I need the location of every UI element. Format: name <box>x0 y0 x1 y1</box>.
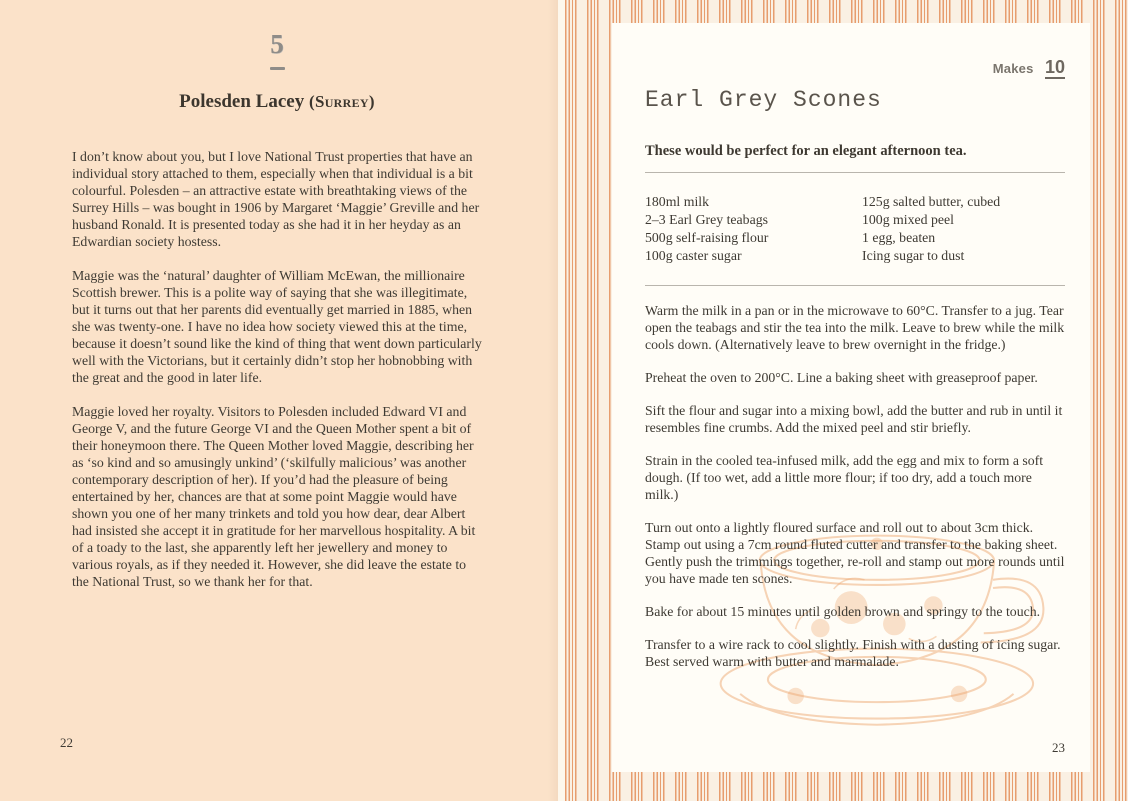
chapter-dash-ornament <box>270 67 285 70</box>
ingredient-line: 180ml milk <box>645 194 710 209</box>
makes-value: 10 <box>1044 57 1065 77</box>
chapter-title-text: Polesden Lacey <box>179 91 305 112</box>
ingredients-column-2 <box>862 193 1065 265</box>
chapter-heading <box>72 28 482 114</box>
ingredient-line: 125g salted butter, cubed <box>862 194 1001 209</box>
recipe-title: Earl Grey Scones <box>645 87 882 113</box>
right-page-content <box>612 23 1090 772</box>
method-paragraph: Warm the milk in a pan or in the microwave to 60°C. Transfer to a jug. Tear open the teabags and stir the tea into the milk. Leave to brew while the milk cools down. (Alternatively leave to brew overnight in the fridge.) <box>645 303 1065 352</box>
method-paragraph: Turn out onto a lightly floured surface and roll out to about 3cm thick. Stamp out using a 7cm round fluted cutter and transfer to the baking sheet. Gently push the trimmings together, re-roll and stamp out more rounds until you have made ten scones. <box>645 520 1065 586</box>
chapter-title <box>72 90 482 114</box>
body-paragraph: Maggie was the ‘natural’ daughter of William McEwan, the millionaire Scottish brewer. This is a polite way of saying that she was illegitimate, but it turns out that her parents did eventually get married in 1885, when she was twenty-one. I have no idea how society viewed this at the time, because it doesn’t sound like the kind of thing that went down particularly well with the Victorians, but it certainly didn’t stop her hobnobbing with the great and the good in later life. <box>72 268 482 385</box>
chapter-title-region: (Surrey) <box>308 92 375 111</box>
left-page <box>0 0 558 801</box>
method-paragraph: Preheat the oven to 200°C. Line a baking sheet with greaseproof paper. <box>645 370 1038 385</box>
page-number-left: 22 <box>60 735 73 750</box>
chapter-body <box>72 148 482 590</box>
ingredient-line: 100g caster sugar <box>645 248 742 263</box>
method-paragraph: Strain in the cooled tea-infused milk, add the egg and mix to form a soft dough. (If too wet, add a little more flour; if too dry, add a touch more milk.) <box>645 453 1044 502</box>
ingredient-line: 100g mixed peel <box>862 212 954 227</box>
ingredients-column-1 <box>645 193 862 265</box>
makes-label: Makes <box>992 61 1034 76</box>
recipe <box>645 58 1065 670</box>
ingredients-list <box>645 193 1065 265</box>
method-paragraph: Sift the flour and sugar into a mixing bowl, add the butter and rub in until it resembles fine crumbs. Add the mixed peel and stir briefly. <box>645 403 1063 435</box>
page-number-right: 23 <box>1052 740 1065 755</box>
method-paragraph: Bake for about 15 minutes until golden brown and springy to the touch. <box>645 604 1041 619</box>
makes-row <box>645 58 1065 79</box>
ingredients-bottom-rule <box>645 285 1065 286</box>
body-paragraph: I don’t know about you, but I love National Trust properties that have an individual story attached to them, especially when that individual is a bit colourful. Polesden – an attractive estate with breathtaking views of the Surrey Hills – was bought in 1906 by Margaret ‘Maggie’ Greville and her husband Ronald. It is presented today as she had it in her heyday as an Edwardian society hostess. <box>72 149 480 249</box>
ingredient-line: 1 egg, beaten <box>862 230 936 245</box>
ingredient-line: 2–3 Earl Grey teabags <box>645 212 768 227</box>
left-page-content <box>72 28 482 590</box>
method-paragraph: Transfer to a wire rack to cool slightly. Finish with a dusting of icing sugar. Best served warm with butter and marmalade. <box>645 637 1061 669</box>
recipe-intro: These would be perfect for an elegant afternoon tea. <box>645 143 967 159</box>
right-page <box>565 0 1128 801</box>
method-steps <box>645 302 1065 670</box>
chapter-number: 5 <box>270 29 284 59</box>
ingredient-line: 500g self-raising flour <box>645 230 769 245</box>
ingredient-line: Icing sugar to dust <box>862 248 965 263</box>
ingredients-top-rule <box>645 172 1065 173</box>
body-paragraph: Maggie loved her royalty. Visitors to Polesden included Edward VI and George V, and the future George VI and the Queen Mother spent a bit of their honeymoon there. The Queen Mother loved Maggie, describing her as ‘so kind and so amusingly unkind’ (‘skilfully malicious’ was another contemporary description of her). If you’d had the pleasure of being entertained by her, chances are that at some point Maggie would have shown you one of her many trinkets and told you how dear, dear Albert had insisted she accept it in gratitude for her marvellous hospitality. A bit of a toady to the last, she apparently left her jewellery and money to various royals, as if they needed it. However, she did leave the estate to the National Trust, so we thank her for that. <box>72 404 476 589</box>
